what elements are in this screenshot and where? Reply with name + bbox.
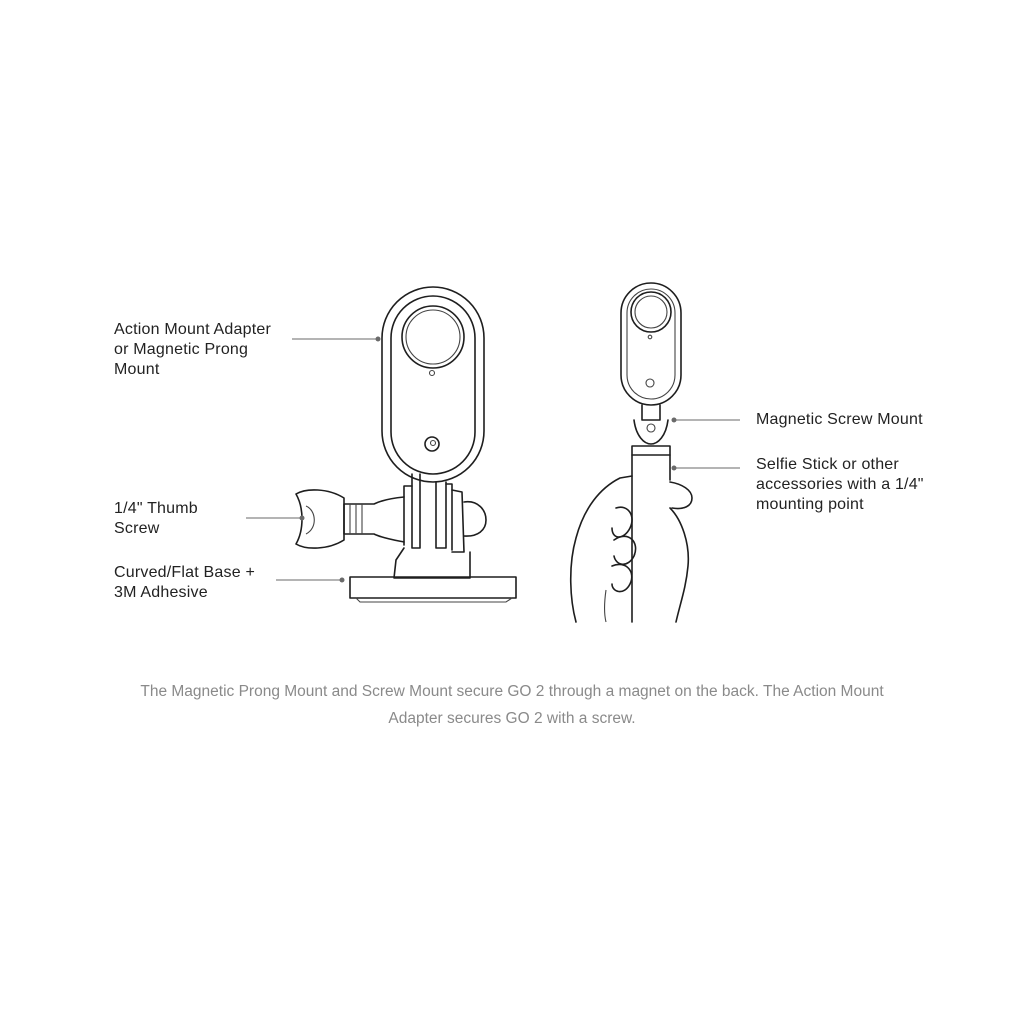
label-thumb-screw: 1/4" Thumb Screw [114,500,198,537]
camera-indicator [430,371,435,376]
camera-body [391,296,475,474]
label-selfie-stick: Selfie Stick or other accessories with a 1/4" mounting point [756,456,924,513]
base-knob [464,502,486,536]
thumb-screw-shaft [344,497,404,542]
prong-left [412,474,420,548]
magnetic-screw-joint [642,405,660,420]
hand-thumb [670,482,692,509]
camera-lens-inner [406,310,460,364]
caption: The Magnetic Prong Mount and Screw Mount secure GO 2 through a magnet on the back. The Action Mount Adapter secures GO 2 with a screw. [140,683,884,727]
camera-lens-right [631,292,671,332]
hand-finger-1 [612,507,632,537]
label-base: Curved/Flat Base + 3M Adhesive [114,564,255,601]
hand-outline [571,476,632,622]
label-action-mount: Action Mount Adapter or Magnetic Prong Mount [114,321,271,378]
camera-logo-icon [425,437,439,451]
selfie-stick-camera-group [571,283,692,622]
leader-lines [246,337,740,583]
label-magnetic-screw-mount: Magnetic Screw Mount [756,411,923,428]
base-block [452,490,464,552]
selfie-stick-top [632,446,670,455]
hand-palm-edge [670,508,688,622]
selfie-stick-body [632,455,670,622]
hand-finger-3 [612,564,632,591]
action-mount-camera-group [296,287,516,602]
camera-lens-outer [402,306,464,368]
base-plate [350,577,516,598]
prong-right [436,482,446,548]
camera-logo-right-icon [646,379,654,387]
